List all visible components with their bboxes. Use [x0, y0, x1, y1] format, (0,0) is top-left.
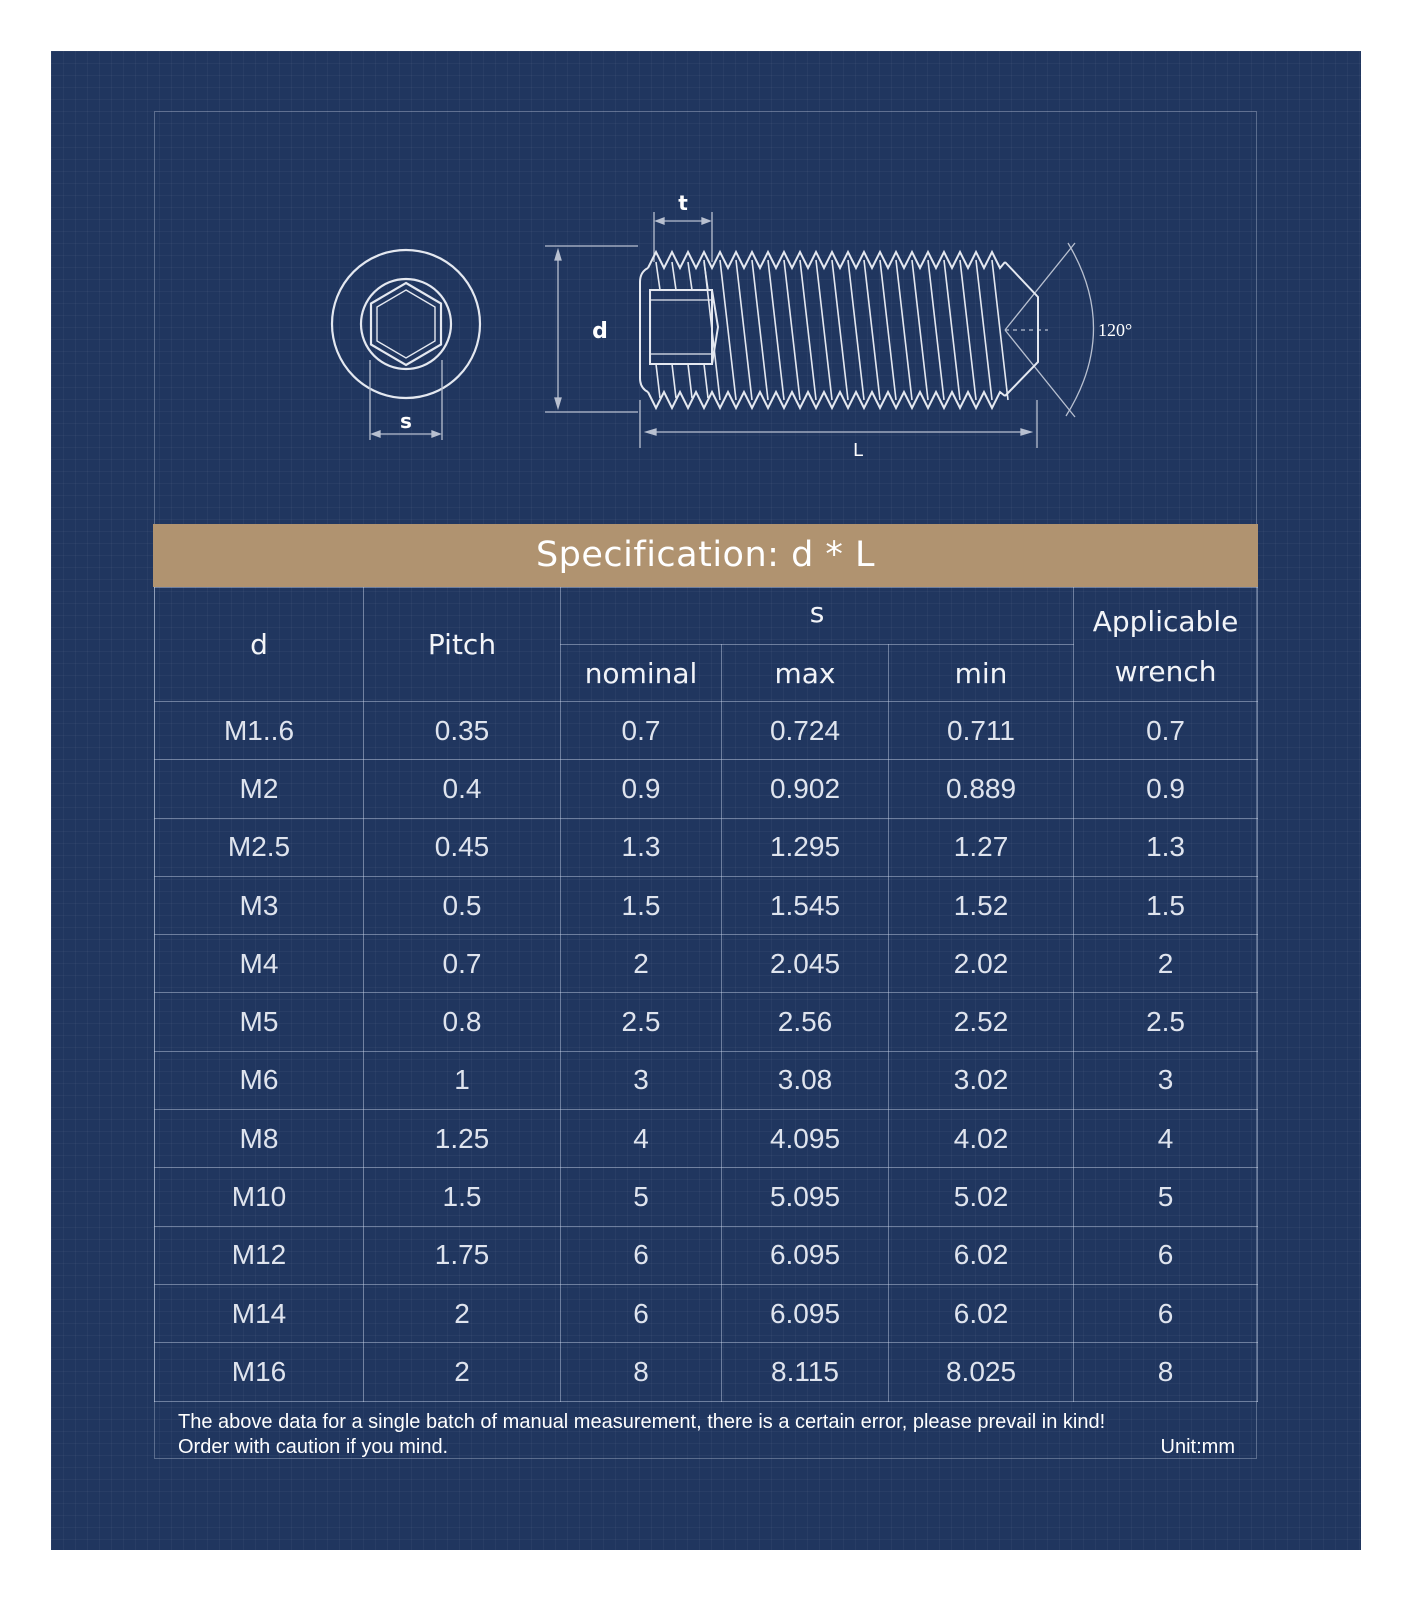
label-angle: 120°: [1098, 320, 1133, 340]
thread-lines: [656, 260, 1008, 400]
cell-wrench: 0.9: [1074, 760, 1258, 818]
cell-pitch: 0.45: [364, 818, 561, 876]
cell-pitch: 2: [364, 1284, 561, 1342]
hex-socket-icon: [371, 283, 441, 365]
cell-d: M2.5: [155, 818, 364, 876]
thread-line: [688, 364, 692, 398]
cell-nominal: 6: [561, 1226, 722, 1284]
header-min: min: [889, 645, 1074, 702]
cell-pitch: 1.75: [364, 1226, 561, 1284]
cell-d: M6: [155, 1051, 364, 1109]
cell-wrench: 2.5: [1074, 993, 1258, 1051]
header-pitch: Pitch: [364, 588, 561, 702]
label-s: s: [400, 409, 412, 433]
label-d: d: [592, 319, 608, 344]
cell-nominal: 1.5: [561, 876, 722, 934]
cell-nominal: 2: [561, 935, 722, 993]
cell-nominal: 5: [561, 1168, 722, 1226]
thread-line: [672, 262, 676, 290]
cell-min: 5.02: [889, 1168, 1074, 1226]
table-row: [155, 1051, 1258, 1109]
cell-pitch: 0.5: [364, 876, 561, 934]
cell-d: M8: [155, 1110, 364, 1168]
cell-nominal: 2.5: [561, 993, 722, 1051]
cell-nominal: 0.7: [561, 702, 722, 760]
table-row: [155, 1168, 1258, 1226]
cell-min: 0.889: [889, 760, 1074, 818]
cell-max: 0.902: [722, 760, 889, 818]
end-view-inner-circle: [361, 279, 451, 369]
cell-max: 5.095: [722, 1168, 889, 1226]
cell-max: 3.08: [722, 1051, 889, 1109]
cell-nominal: 3: [561, 1051, 722, 1109]
spec-table: [154, 587, 1258, 1402]
cell-d: M3: [155, 876, 364, 934]
cell-wrench: 1.3: [1074, 818, 1258, 876]
cell-pitch: 1.25: [364, 1110, 561, 1168]
footnote-line1: The above data for a single batch of manual measurement, there is a certain error, please prevail in kind!: [178, 1411, 1106, 1433]
table-row: [155, 935, 1258, 993]
cell-min: 3.02: [889, 1051, 1074, 1109]
header-nominal: nominal: [561, 645, 722, 702]
cell-nominal: 0.9: [561, 760, 722, 818]
thread-line: [752, 260, 768, 400]
cell-wrench: 4: [1074, 1110, 1258, 1168]
label-L: L: [852, 440, 864, 461]
thread-line: [656, 364, 660, 398]
thread-line: [864, 260, 880, 400]
cell-d: M16: [155, 1343, 364, 1401]
thread-line: [672, 364, 676, 398]
cell-wrench: 5: [1074, 1168, 1258, 1226]
thread-line: [960, 260, 976, 400]
cell-min: 2.52: [889, 993, 1074, 1051]
cell-max: 2.045: [722, 935, 889, 993]
cell-wrench: 0.7: [1074, 702, 1258, 760]
cell-pitch: 0.4: [364, 760, 561, 818]
cell-max: 4.095: [722, 1110, 889, 1168]
table-row: [155, 1226, 1258, 1284]
cell-max: 1.295: [722, 818, 889, 876]
cell-pitch: 0.8: [364, 993, 561, 1051]
thread-line: [816, 260, 832, 400]
cell-min: 1.52: [889, 876, 1074, 934]
cell-wrench: 1.5: [1074, 876, 1258, 934]
cell-min: 2.02: [889, 935, 1074, 993]
cell-pitch: 0.7: [364, 935, 561, 993]
thread-line: [704, 262, 708, 290]
set-screw-diagram: [0, 0, 1411, 520]
header-d: d: [155, 588, 364, 702]
cell-d: M14: [155, 1284, 364, 1342]
cell-max: 2.56: [722, 993, 889, 1051]
table-row: [155, 1343, 1258, 1401]
thread-line: [896, 260, 912, 400]
cell-wrench: 2: [1074, 935, 1258, 993]
cell-pitch: 1.5: [364, 1168, 561, 1226]
cell-max: 8.115: [722, 1343, 889, 1401]
header-wrench-line2: wrench: [1114, 654, 1217, 688]
cell-max: 0.724: [722, 702, 889, 760]
cell-d: M2: [155, 760, 364, 818]
table-row: [155, 702, 1258, 760]
thread-line: [736, 260, 752, 400]
thread-line: [768, 260, 784, 400]
cell-pitch: 1: [364, 1051, 561, 1109]
cell-d: M5: [155, 993, 364, 1051]
cell-min: 6.02: [889, 1226, 1074, 1284]
table-row: [155, 993, 1258, 1051]
cell-d: M12: [155, 1226, 364, 1284]
cone-point: [1005, 262, 1038, 396]
screw-body-outline: [640, 268, 648, 392]
thread-line: [688, 262, 692, 290]
cell-d: M10: [155, 1168, 364, 1226]
table-row: [155, 876, 1258, 934]
cell-min: 4.02: [889, 1110, 1074, 1168]
label-t: t: [678, 191, 688, 215]
cell-min: 8.025: [889, 1343, 1074, 1401]
cell-wrench: 6: [1074, 1284, 1258, 1342]
header-wrench-line1: Applicable: [1092, 604, 1239, 638]
footnote: [154, 1406, 1257, 1459]
unit-label: Unit:mm: [1160, 1436, 1235, 1458]
header-max: max: [722, 645, 889, 702]
table-row: [155, 1284, 1258, 1342]
thread-line: [704, 364, 708, 398]
cell-nominal: 8: [561, 1343, 722, 1401]
table-row: [155, 760, 1258, 818]
thread-line: [912, 260, 928, 400]
thread-line: [800, 260, 816, 400]
hex-socket-side: [650, 290, 712, 364]
cell-max: 6.095: [722, 1284, 889, 1342]
footnote-line2: Order with caution if you mind.: [178, 1436, 449, 1458]
cell-wrench: 3: [1074, 1051, 1258, 1109]
thread-line: [944, 260, 960, 400]
thread-line: [880, 260, 896, 400]
specification-banner: Specification: d * L: [153, 524, 1258, 587]
cell-min: 0.711: [889, 702, 1074, 760]
thread-line: [720, 260, 736, 400]
table-row: [155, 1110, 1258, 1168]
thread-line: [832, 260, 848, 400]
thread-line: [976, 260, 992, 400]
cell-max: 1.545: [722, 876, 889, 934]
cell-nominal: 6: [561, 1284, 722, 1342]
thread-line: [656, 262, 660, 290]
cell-pitch: 2: [364, 1343, 561, 1401]
thread-line: [928, 260, 944, 400]
cell-d: M4: [155, 935, 364, 993]
cell-d: M1..6: [155, 702, 364, 760]
thread-line: [848, 260, 864, 400]
table-row: [155, 818, 1258, 876]
cell-wrench: 6: [1074, 1226, 1258, 1284]
header-wrench: [1074, 588, 1258, 702]
cell-wrench: 8: [1074, 1343, 1258, 1401]
cell-nominal: 4: [561, 1110, 722, 1168]
end-view-outer-circle: [332, 250, 480, 398]
cell-pitch: 0.35: [364, 702, 561, 760]
cell-max: 6.095: [722, 1226, 889, 1284]
header-s-group: s: [561, 588, 1074, 645]
thread-line: [784, 260, 800, 400]
cell-min: 1.27: [889, 818, 1074, 876]
cell-nominal: 1.3: [561, 818, 722, 876]
cell-min: 6.02: [889, 1284, 1074, 1342]
